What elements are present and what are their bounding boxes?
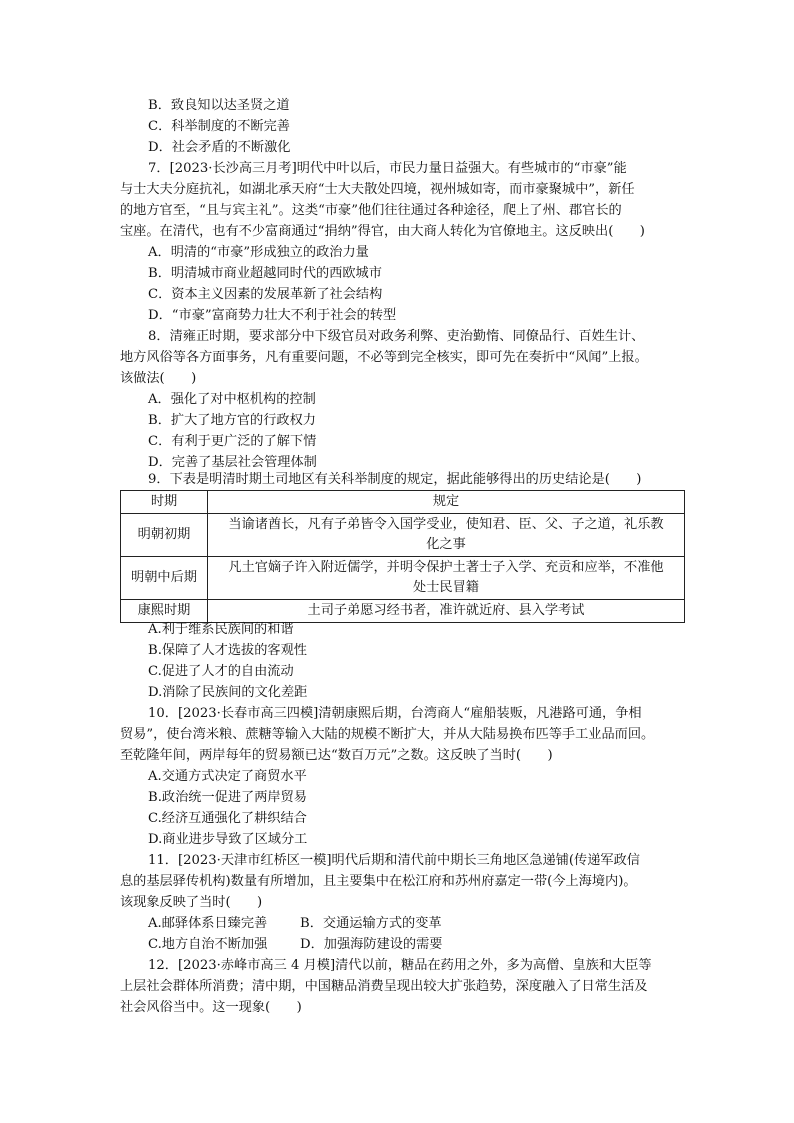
q6-option-d: D．社会矛盾的不断激化	[148, 140, 291, 155]
q7-stem-line: 与士大夫分庭抗礼，如湖北承天府“士大夫散处四境，视州城如寄，而市豪聚城中”，新任	[120, 182, 635, 197]
q9-option-b: B.保障了人才选拔的客观性	[148, 643, 307, 658]
q10-stem-line: 10．[2023·长春市高三四模]清朝康熙后期，台湾商人“雇船装贩，凡港路可通，争相	[148, 706, 642, 721]
q7-option-a: A．明清的“市豪”形成独立的政治力量	[148, 245, 369, 260]
rule-line: 化之事	[426, 537, 466, 552]
table-header-period: 时期	[121, 491, 208, 514]
q7-option-b: B．明清城市商业超越同时代的西欧城市	[148, 266, 382, 281]
rule-line: 处士民冒籍	[413, 580, 479, 595]
table-row	[121, 557, 685, 600]
table-cell-rule	[208, 514, 685, 557]
q8-stem-line: 地方风俗等各方面事务，凡有重要问题，不必等到完全核实，即可先在奏折中“风闻”上报。	[120, 350, 648, 365]
q8-option-d: D．完善了基层社会管理体制	[148, 455, 317, 470]
q12-stem-line: 12．[2023·赤峰市高三 4 月模]清代以前，糖品在药用之外，多为高僧、皇族和大臣等	[148, 958, 652, 973]
q8-stem-line: 该做法( )	[120, 371, 197, 386]
q10-option-b: B.政治统一促进了两岸贸易	[148, 790, 307, 805]
table-cell-rule	[208, 557, 685, 600]
table-cell-period: 康熙时期	[121, 600, 208, 623]
q11-stem-line: 息的基层驿传机构)数量有所增加，且主要集中在松江府和苏州府嘉定一带(今上海境内)。	[120, 874, 637, 889]
q7-stem-line: 的地方官至，“且与宾主礼”。这类“市豪”他们往往通过各种途径，爬上了州、郡官长的	[120, 203, 622, 218]
q10-stem-line: 至乾隆年间，两岸每年的贸易额已达“数百万元”之数。这反映了当时( )	[120, 748, 553, 763]
q9-rules-table	[120, 490, 685, 623]
q9-option-d: D.消除了民族间的文化差距	[148, 685, 308, 700]
q11-stem-line: 该现象反映了当时( )	[120, 895, 263, 910]
q7-option-c: C．资本主义因素的发展革新了社会结构	[148, 287, 383, 302]
q6-option-c: C．科举制度的不断完善	[148, 119, 290, 134]
q12-stem-line: 社会风俗当中。这一现象( )	[120, 1000, 302, 1015]
table-cell-period: 明朝初期	[121, 514, 208, 557]
q8-option-a: A．强化了对中枢机构的控制	[148, 392, 316, 407]
q10-stem-line: 贸易”，使台湾米粮、蔗糖等输入大陆的规模不断扩大，并从大陆易换布匹等手工业品而回。	[120, 727, 655, 742]
q11-option-d: D．加强海防建设的需要	[300, 937, 443, 952]
q11-stem-line: 11．[2023·天津市红桥区一模]明代后期和清代前中期长三角地区急递铺(传递军政信	[148, 853, 640, 868]
rule-line: 凡土官嫡子许入附近儒学，并明令保护土著士子入学、充贡和应举，不准他	[228, 560, 664, 575]
q11-option-b: B．交通运输方式的变革	[300, 916, 442, 931]
q10-option-a: A.交通方式决定了商贸水平	[148, 769, 307, 784]
q7-stem-line: 7．[2023·长沙高三月考]明代中叶以后，市民力量日益强大。有些城市的“市豪”能	[148, 161, 627, 176]
table-row	[121, 514, 685, 557]
q8-option-c: C．有利于更广泛的了解下情	[148, 434, 317, 449]
q11-option-a: A.邮驿体系日臻完善	[148, 916, 268, 931]
rule-line: 土司子弟愿习经书者，准许就近府、县入学考试	[307, 603, 585, 618]
q7-stem-line: 宝座。在清代，也有不少富商通过“捐纳”得官，由大商人转化为官僚地主。这反映出( )	[120, 224, 645, 239]
table-cell-period: 明朝中后期	[121, 557, 208, 600]
table-header-row	[121, 491, 685, 514]
q6-option-b: B．致良知以达圣贤之道	[148, 98, 290, 113]
q11-option-c: C.地方自治不断加强	[148, 937, 268, 952]
q10-option-c: C.经济互通强化了耕织结合	[148, 811, 307, 826]
q9-option-a: A.利于维系民族间的和谐	[148, 622, 294, 637]
q7-option-d: D．“市豪”富商势力壮大不利于社会的转型	[148, 308, 397, 323]
q8-option-b: B．扩大了地方官的行政权力	[148, 413, 316, 428]
rule-line: 当谕诸酋长，凡有子弟皆令入国学受业，使知君、臣、父、子之道，礼乐教	[228, 517, 664, 532]
q9-stem: 9．下表是明清时期土司地区有关科举制度的规定，据此能够得出的历史结论是( )	[148, 472, 642, 487]
q10-option-d: D.商业进步导致了区域分工	[148, 832, 308, 847]
q12-stem-line: 上层社会群体所消费；清中期，中国糖品消费呈现出较大扩张趋势，深度融入了日常生活及	[120, 979, 648, 994]
q9-option-c: C.促进了人才的自由流动	[148, 664, 294, 679]
q8-stem-line: 8．清雍正时期，要求部分中下级官员对政务利弊、吏治勤惰、同僚品行、百姓生计、	[148, 329, 645, 344]
table-header-rule: 规定	[208, 491, 685, 514]
